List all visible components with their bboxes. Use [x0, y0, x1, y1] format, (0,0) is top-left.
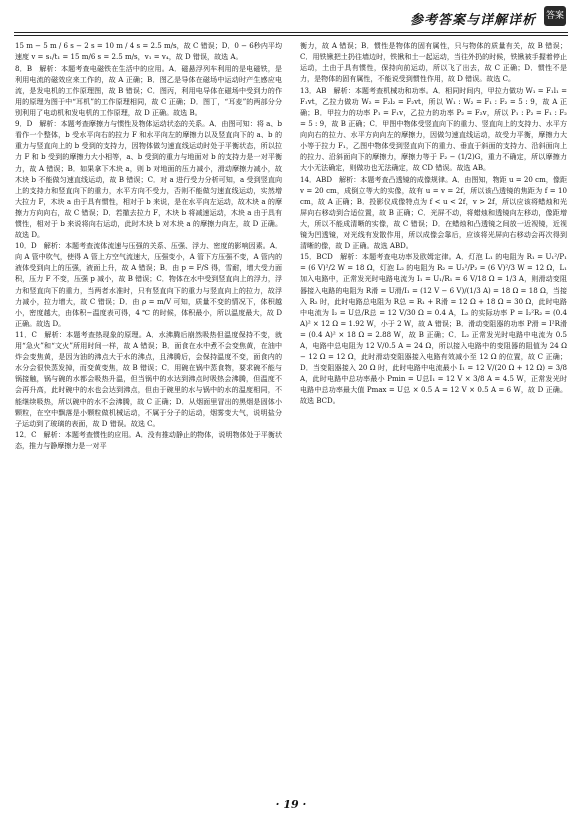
answer-q12-cont: 衡力，故 A 错误；B．惯性是物体的固有属性，只与物体的质量有关，故 B 错误；C．用铁锹把土扔往墙边时，铁锹和土一起运动，当往外扔的时候，铁锹被手握着停止运动，土由于具有惯性，保持向前运动，所以飞了出去，故 C 正确；D．惯性不是力，是物体的固有属性，不能说受到惯性作用，故 D 错误。故选 C。 [300, 41, 567, 84]
answer-q12-start: 12．C 解析：本题考查惯性的应用。A．没有推动静止的物体，说明物体处于平衡状态，推力与静摩擦力是一对平 [15, 430, 282, 451]
answer-q13: 13．AB 解析：本题考查机械功和功率。A．相同时间内，甲拉力做功 W₁ = F₁l₁ = F₁vt，乙拉力做功 W₂ = F₂l₂ = F₂vt，所以 W₁ : W₂ = F₁ : F₂ = 5 : 9，故 A 正确；B．甲拉力的功率 P₁ = F₁v，乙拉力的功率 P₂ = F₂v，所以 P₁ : P₂ = F₁ : F₂ = 5 : 9，故 B 正确；C．甲图中物体受竖直向下的重力、竖直向上的支持力、水平方向向右的拉力、水平方向向左的摩擦力，因做匀速直线运动，故受力平衡，摩擦力大小等于拉力 F₁，乙图中物体受到竖直向下的重力、垂直于斜面的支持力、沿斜面向上的拉力、沿斜面向下的摩擦力，摩擦力等于 F₂ − (1/2)G，重力不确定，所以摩擦力大小无法确定，则做功也无法确定，故 CD 错误。故选 AB。 [300, 85, 567, 173]
answer-q15: 15．BCD 解析：本题考查电功率及欧姆定律。A．灯泡 L₁ 的电阻为 R₁ = U₁²/P₁ = (6 V)²/2 W = 18 Ω，灯泡 L₂ 的电阻为 R₂ = U₂²/P₂ = (6 V)²/3 W = 12 Ω，L₁ 加入电路中，正常发光时电路电流为 I₁ = U₁/R₁ = 6 V/18 Ω = 1/3 A，则滑动变阻器接入电路的电阻为 R滑 = U滑/I₁ = (12 V − 6 V)/(1/3 A) = 18 Ω = 18 Ω，当接入 R₂ 时，此时电路总电阻为 R总 = R₁ + R滑 = 12 Ω + 18 Ω = 30 Ω，此时电路中电流为 I₂ = U总/R总 = 12 V/30 Ω = 0.4 A，L₂ 的实际功率 P = I₂²R₂ = (0.4 A)² × 12 Ω = 1.92 W，小于 2 W，故 A 错误；B．滑动变阻器的功率 P滑 = I²R滑 = (0.4 A)² × 18 Ω = 2.88 W，故 B 正确；C．L₂ 正常发光时电路中电流为 0.5 A，电路中总电阻为 12 V/0.5 A = 24 Ω，所以接入电路中的变阻器的阻值为 24 Ω − 12 Ω = 12 Ω，此时滑动变阻器接入电路有效减小至 12 Ω 的位置，故 C 正确；D．当变阻器接入 20 Ω 时，此时电路中电流最小 I₁ = 12 V/(20 Ω + 12 Ω) = 3/8 A，此时电路中总功率最小 Pmin = U总I₁ = 12 V × 3/8 A = 4.5 W，正常发光时电路中总功率最大值 Pmax = U总 × 0.5 A = 12 V × 0.5 A = 6 W，故 D 正确。故选 BCD。 [300, 252, 567, 405]
left-paragraph: 15 m − 5 m / 6 s − 2 s = 10 m / 4 s = 2.5 m/s，故 C 错误；D．0 − 6秒内平均速度 v = s₁/t₁ = 15 m/6 s = 2.5 m/s，v₁ = v₄，故 D 错误，故选 A。 [15, 41, 282, 62]
answer-q11: 11．C 解析：本题考查热现象的原理。A．水沸腾后崩然吸热但温度保持不变，就用“急火”和“文火”所用时间一样，故 A 错误；B．面食在水中煮不会变焦黄，在油中炸会变焦黄，是因为油的沸点大于水的沸点，且沸腾后，会保持温度不变，面食内的水分会很快蒸发掉，而变黄变焦，故 B 错误；C．用碗在锅中蒸食物，要求碗不能与锅接触，锅与碗的水都会吸热升温，但当锅中的水达到沸点时吸热会沸腾，但温度不会再升高，此时碗中的水也会达到沸点，但由于碗里的水与锅中的水的温度相同，不能继续吸热，所以碗中的水不会沸腾，故 C 正确；D．从烟面里冒出的黑烟是固体小颗粒，在空中飘落是小颗粒做机械运动，不属于分子的运动，烟雾变大气，说明盐分子运动到了玻璃的表面，故 D 错误。故选 C。 [15, 330, 282, 428]
answer-q14: 14．ABD 解析：本题考查凸透镜的成像规律。A．由图知，物距 u = 20 cm，像距 v = 20 cm，成倒立等大的实像，故有 u = v = 2f，所以该凸透镜的焦距为 f = 10 cm，故 A 正确；B．投影仪成像特点为 f < u < 2f，v > 2f，所以应该将蜡烛和光屏向右移动到合适位置，故 B 正确；C．光屏不动，将蜡烛和透镜向左移动，像距增大，所以不能成清晰的实像，故 C 错误；D．在蜡烛和凸透镜之间放一近视镜，近视镜为凹透镜，对光线有发散作用，所以成像会靠后，应该将光屏向右移动会再次得到清晰的像，故 D 正确。故选 ABD。 [300, 174, 567, 250]
page-header [0, 0, 582, 34]
header-logo-icon: 答案 [544, 6, 566, 26]
answer-q10: 10．D 解析：本题考查流体流速与压强的关系、压强、浮力、密度的影响因素。A．向 A 管中吹气，使得 A 管上方空气流速大，压强变小，A 管下方压强不变，A 管内的液体受到向上的压强，液面上升，故 A 错误；B．由 p = F/S 得，雪耐，增大受力面积，压力 F 不变，压强 p 减小，故 B 错误；C．物体在水中受到竖直向上的浮力，浮力和竖直向下的重力，当两者水准时，只有竖直向下的重力与竖直向上的拉力，故浮力减小，拉力增大，故 C 错误；D．由 ρ = m/V 可知，质量不变的情况下，体积越小，密度越大，由体积−温度表可得，4 ℃ 的时候，体积最小，所以温度最大，故 D 正确。故选 D。 [15, 241, 282, 328]
answer-q9: 9．D 解析：本题考查摩擦力与惯性及物体运动状态的关系。A．由图可知：将 a、b 看作一个整体，b 受水平向右的拉力 F 和水平向左的摩擦力以及竖直向下的 a、b 的重力与竖直向上的 b 受到的支持力，因物体做匀速直线运动时处于平衡状态，所以拉力 F 和 b 受到的摩擦力大小相等，a、b 受到的重力与地面对 b 的支持力是一对平衡力，故 A 错误；B．如果拿下木块 a，则 b 对地面的压力减小，滑动摩擦力减小，故木块 b 不能做匀速直线运动，故 B 错误；C．对 a 进行受力分析可知，a 受到竖直向上的支持力和竖直向下的重力，水平方向不受力，否则不能做匀速直线运动，实然增大拉力 F，木块 a 由于具有惯性，相对于 b 来说，是在水平向左运动，故木块 a 的摩擦力方向向右，故 C 错误；D．若撤去拉力 F，木块 b 将减速运动，木块 a 由于具有惯性，相对于 b 来说将向右运动，此时木块 b 对木块 a 的摩擦力向左，故 D 正确。故选 D。 [15, 119, 282, 239]
left-column [15, 40, 282, 452]
answer-q8: 8．B 解析：本题考查电磁铁在生活中的应用。A．磁悬浮列车利用的是电磁铁，是利用电流的磁效应来工作的，故 A 正确；B．图乙是导体在磁场中运动时产生感应电流，是发电机的工作原理图，故 B 错误；C．图丙，利用电导体在磁场中受到力的作用的原理为图于中“耳机”的工作原理相同，故 C 正确；D．图丁，“耳麦”的两部分分别利用了电动机和发电机的工作原理，故 D 正确。故选 B。 [15, 63, 282, 117]
header-title: 参考答案与详解详析 [409, 13, 536, 28]
header-divider-thin [14, 35, 568, 36]
right-column [300, 40, 567, 407]
header-divider [14, 32, 568, 33]
page-number: · 19 · [275, 798, 307, 811]
